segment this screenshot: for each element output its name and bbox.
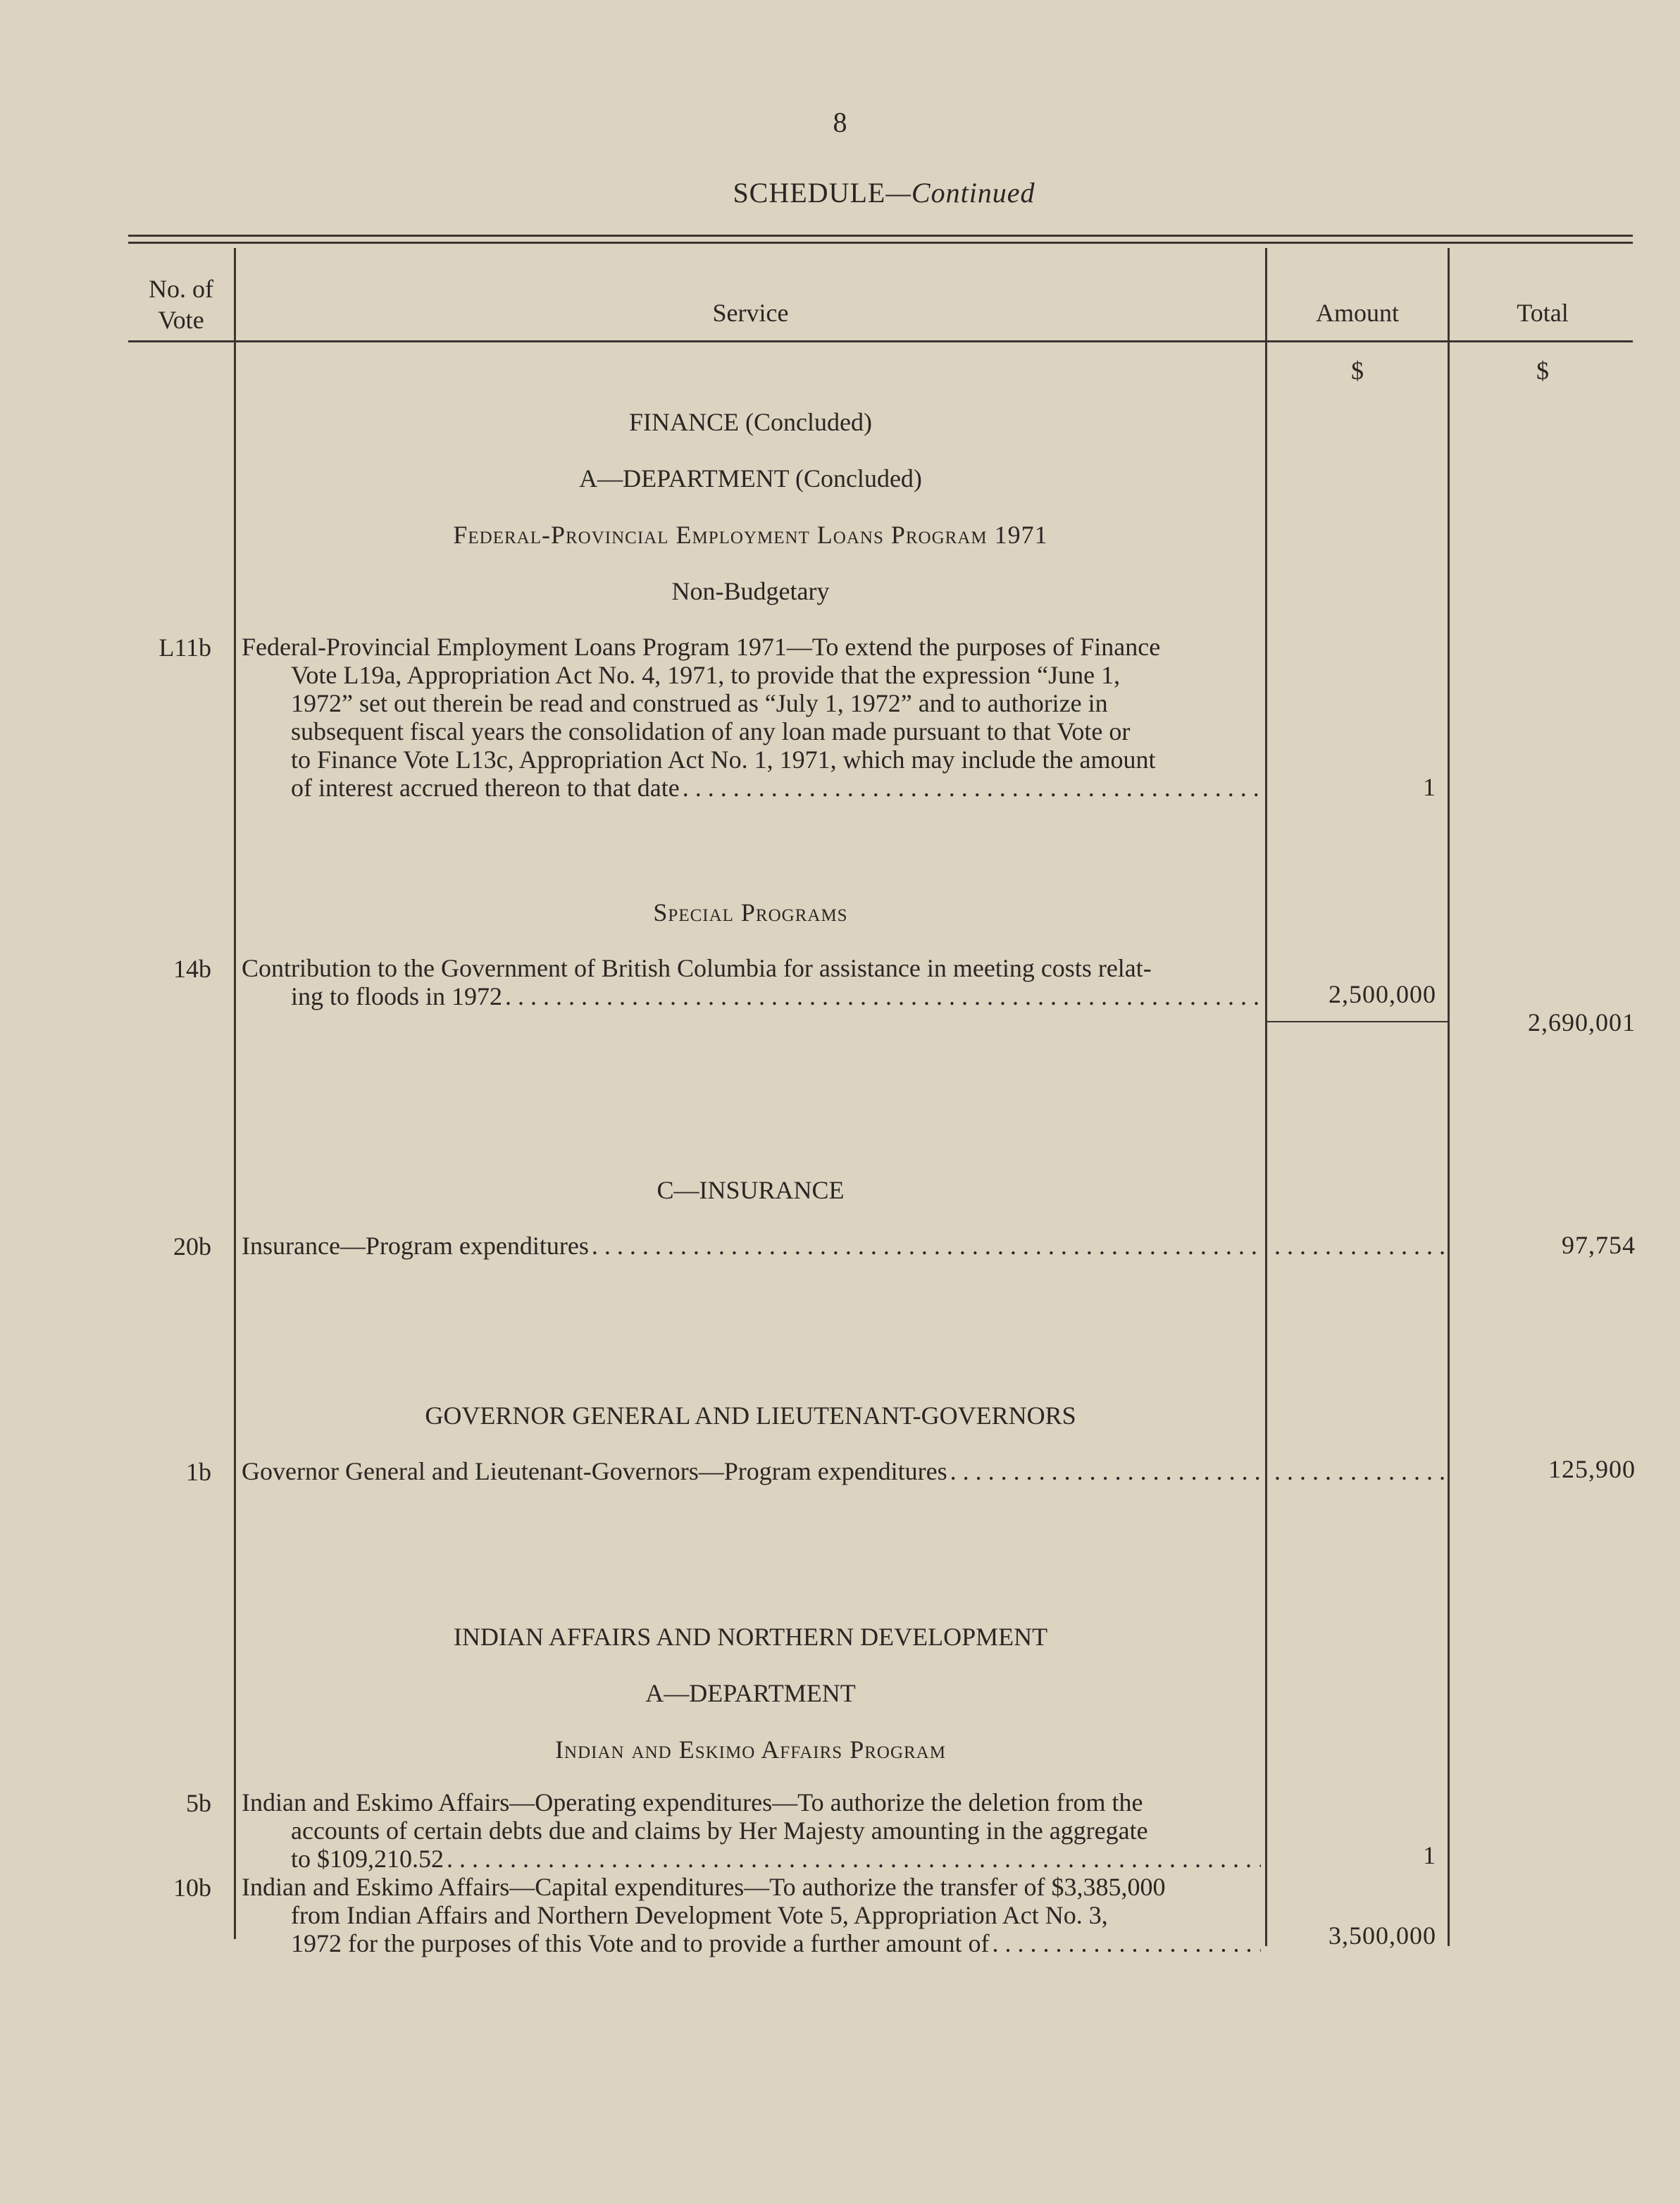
header-vote-line2: Vote (158, 306, 204, 334)
leader-dots (992, 1929, 1261, 1957)
entry-5b-line2: accounts of certain debts due and claims by Her Majesty amounting in the aggregate (291, 1816, 1148, 1845)
amount-subtotal-rule (1267, 1021, 1448, 1022)
column-divider-amount (1448, 248, 1450, 1946)
leader-dots (1274, 1232, 1444, 1260)
amount-5b: 1 (1423, 1841, 1436, 1869)
top-rule-2 (128, 242, 1633, 244)
entry-5b-line3 (242, 1845, 1261, 1873)
finance-department: A—DEPARTMENT (Concluded) (579, 464, 922, 493)
header-vote-line1: No. of (149, 275, 213, 303)
entry-l11b-line6 (242, 774, 1261, 802)
entry-10b-line3 (242, 1929, 1261, 1957)
header-vote (128, 273, 234, 335)
indian-department: A—DEPARTMENT (645, 1679, 856, 1707)
entry-14b-line2 (242, 982, 1261, 1010)
entry-20b (242, 1232, 1261, 1260)
column-divider-service (1265, 248, 1267, 1946)
indian-program: Indian and Eskimo Affairs Program (555, 1735, 946, 1764)
top-rule-1 (128, 235, 1633, 237)
schedule-title-continued: —Continued (885, 177, 1035, 209)
leader-dots (1274, 1457, 1444, 1485)
header-rule (128, 340, 1633, 342)
vote-l11b: L11b (158, 633, 211, 662)
leader-dots (592, 1232, 1261, 1260)
leader-dots (447, 1845, 1261, 1873)
special-programs-heading: Special Programs (653, 898, 848, 927)
entry-l11b-line4: subsequent fiscal years the consolidation of any loan made pursuant to that Vote or (291, 717, 1131, 745)
leader-dots (683, 774, 1261, 802)
vote-10b: 10b (173, 1874, 211, 1902)
total-unit: $ (1536, 357, 1549, 385)
amount-unit: $ (1351, 357, 1364, 385)
amount-1b-leader (1271, 1457, 1444, 1485)
entry-l11b-line5: to Finance Vote L13c, Appropriation Act No. 1, 1971, which may include the amount (291, 745, 1156, 774)
amount-20b-leader (1271, 1232, 1444, 1260)
total-20b: 97,754 (1562, 1231, 1636, 1259)
entry-5b (242, 1788, 1261, 1873)
schedule-title (0, 176, 1680, 209)
amount-l11b: 1 (1423, 773, 1436, 801)
entry-20b-text: Insurance—Program expenditures (242, 1232, 589, 1260)
indian-heading: INDIAN AFFAIRS AND NORTHERN DEVELOPMENT (453, 1623, 1048, 1651)
entry-14b (242, 954, 1261, 1010)
page-number: 8 (833, 106, 847, 138)
entry-l11b-line2: Vote L19a, Appropriation Act No. 4, 1971, to provide that the expression “June 1, (291, 661, 1121, 689)
vote-14b: 14b (173, 955, 211, 983)
leader-dots (505, 982, 1261, 1010)
total-finance: 2,690,001 (1528, 1008, 1636, 1036)
vote-5b: 5b (186, 1789, 211, 1817)
total-1b: 125,900 (1548, 1455, 1636, 1483)
amount-14b: 2,500,000 (1329, 980, 1436, 1008)
finance-program: Federal-Provincial Employment Loans Program 1971 (453, 521, 1048, 549)
finance-non-budgetary: Non-Budgetary (671, 577, 830, 605)
header-amount: Amount (1315, 299, 1399, 327)
entry-10b-line3-text: 1972 for the purposes of this Vote and to provide a further amount of (291, 1929, 990, 1957)
entry-l11b-line6-text: of interest accrued thereon to that date (291, 774, 680, 802)
entry-l11b-line3: 1972” set out therein be read and construed as “July 1, 1972” and to authorize in (291, 689, 1108, 717)
entry-10b-line1: Indian and Eskimo Affairs—Capital expenditures—To authorize the transfer of $3,385,000 (242, 1873, 1166, 1901)
entry-1b-text: Governor General and Lieutenant-Governors—Program expenditures (242, 1457, 947, 1485)
entry-l11b (242, 633, 1261, 802)
schedule-title-main: SCHEDULE (733, 177, 886, 209)
governor-heading: GOVERNOR GENERAL AND LIEUTENANT-GOVERNORS (425, 1401, 1076, 1430)
finance-heading: FINANCE (Concluded) (629, 408, 872, 436)
vote-20b: 20b (173, 1232, 211, 1261)
vote-1b: 1b (186, 1458, 211, 1486)
entry-5b-line1: Indian and Eskimo Affairs—Operating expenditures—To authorize the deletion from the (242, 1788, 1143, 1816)
entry-1b (242, 1457, 1261, 1485)
entry-10b (242, 1873, 1261, 1957)
entry-10b-line2: from Indian Affairs and Northern Development Vote 5, Appropriation Act No. 3, (291, 1901, 1108, 1929)
insurance-heading: C—INSURANCE (657, 1176, 845, 1204)
amount-10b: 3,500,000 (1329, 1921, 1436, 1950)
leader-dots (950, 1457, 1261, 1485)
header-service: Service (712, 299, 789, 327)
entry-l11b-line1: Federal-Provincial Employment Loans Program 1971—To extend the purposes of Finance (242, 633, 1161, 661)
header-total: Total (1517, 299, 1569, 327)
entry-14b-line2-text: ing to floods in 1972 (291, 982, 503, 1010)
entry-5b-line3-text: to $109,210.52 (291, 1845, 444, 1873)
entry-14b-line1: Contribution to the Government of British Columbia for assistance in meeting costs relat- (242, 954, 1152, 982)
